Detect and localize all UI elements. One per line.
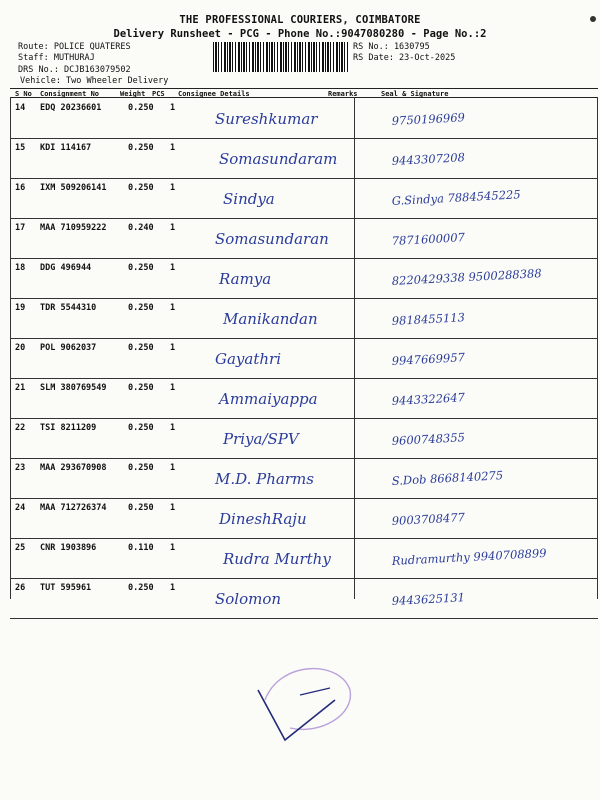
row-pcs: 1 [170, 183, 176, 193]
handwritten-signature-phone: 9750196969 [391, 110, 466, 128]
barcode [213, 42, 350, 72]
row-pcs: 1 [170, 263, 176, 273]
row-weight: 0.250 [128, 343, 154, 353]
handwritten-signature-phone: G.Sindya 7884545225 [391, 187, 521, 208]
row-sno: 24 [15, 503, 26, 513]
col-header-remarks: Remarks [328, 90, 358, 98]
row-consignment-no: MAA 293670908 [40, 463, 107, 473]
row-weight: 0.110 [128, 543, 154, 553]
handwritten-consignee-name: Rudra Murthy [223, 550, 331, 568]
row-weight: 0.250 [128, 103, 154, 113]
row-sno: 23 [15, 463, 26, 473]
document-title: THE PROFESSIONAL COURIERS, COIMBATORE [179, 14, 421, 26]
handwritten-consignee-name: Somasundaram [219, 150, 338, 168]
handwritten-consignee-name: Ramya [219, 270, 272, 288]
handwritten-signature-phone: 9818455113 [391, 310, 466, 328]
handwritten-signature-phone: S.Dob 8668140275 [391, 468, 504, 488]
row-sno: 20 [15, 343, 26, 353]
row-weight: 0.240 [128, 223, 154, 233]
row-consignment-no: IXM 509206141 [40, 183, 107, 193]
row-pcs: 1 [170, 503, 176, 513]
table-row [10, 578, 598, 619]
table-row [10, 418, 598, 459]
row-consignment-no: EDQ 20236601 [40, 103, 102, 113]
handwritten-signature-phone: 9003708477 [391, 510, 466, 528]
drs-number: DRS No.: DCJB163079502 [18, 65, 131, 75]
vehicle-label: Vehicle: Two Wheeler Delivery [20, 76, 169, 86]
handwritten-signature-phone: 9443625131 [391, 590, 466, 608]
handwritten-consignee-name: Ammaiyappa [219, 390, 318, 408]
handwritten-consignee-name: Sureshkumar [215, 110, 318, 128]
handwritten-consignee-name: Gayathri [215, 350, 281, 368]
staff-label: Staff: MUTHURAJ [18, 53, 95, 63]
row-weight: 0.250 [128, 503, 154, 513]
row-weight: 0.250 [128, 143, 154, 153]
row-consignment-no: SLM 380769549 [40, 383, 107, 393]
col-header-seal: Seal & Signature [381, 90, 449, 98]
row-consignment-no: CNR 1903896 [40, 543, 97, 553]
handwritten-consignee-name: Solomon [215, 590, 282, 608]
row-consignment-no: TDR 5544310 [40, 303, 97, 313]
route-label: Route: POLICE QUATERES [18, 42, 131, 52]
handwritten-consignee-name: M.D. Pharms [215, 470, 314, 488]
handwritten-signature-phone: 7871600007 [391, 230, 466, 248]
row-sno: 22 [15, 423, 26, 433]
row-weight: 0.250 [128, 383, 154, 393]
row-pcs: 1 [170, 143, 176, 153]
row-pcs: 1 [170, 463, 176, 473]
handwritten-consignee-name: Somasundaran [215, 230, 329, 248]
row-weight: 0.250 [128, 183, 154, 193]
row-weight: 0.250 [128, 423, 154, 433]
row-sno: 19 [15, 303, 26, 313]
rs-number: RS No.: 1630795 [353, 42, 430, 52]
handwritten-signature-phone: 9443322647 [391, 390, 466, 408]
table-row [10, 338, 598, 379]
row-consignment-no: MAA 710959222 [40, 223, 107, 233]
row-sno: 21 [15, 383, 26, 393]
col-header-consignment: Consignment No [40, 90, 100, 98]
courier-stamp-signature [258, 669, 350, 740]
col-header-sno: S No [15, 90, 32, 98]
row-sno: 14 [15, 103, 26, 113]
col-header-consignee: Consignee Details [178, 90, 250, 98]
table-row [10, 298, 598, 339]
row-consignment-no: MAA 712726374 [40, 503, 107, 513]
row-sno: 26 [15, 583, 26, 593]
row-weight: 0.250 [128, 303, 154, 313]
row-weight: 0.250 [128, 583, 154, 593]
header-top-rule [10, 88, 598, 89]
row-weight: 0.250 [128, 263, 154, 273]
row-sno: 15 [15, 143, 26, 153]
row-sno: 25 [15, 543, 26, 553]
handwritten-signature-phone: 9600748355 [391, 430, 466, 448]
handwritten-signature-phone: 8220429338 9500288388 [391, 266, 542, 288]
table-row [10, 138, 598, 179]
row-pcs: 1 [170, 343, 176, 353]
row-sno: 16 [15, 183, 26, 193]
handwritten-consignee-name: Sindya [223, 190, 275, 208]
row-sno: 17 [15, 223, 26, 233]
row-consignment-no: DDG 496944 [40, 263, 92, 273]
row-pcs: 1 [170, 543, 176, 553]
col-header-pcs: PCS [152, 90, 165, 98]
row-consignment-no: TSI 8211209 [40, 423, 97, 433]
table-row [10, 258, 598, 299]
table-row [10, 538, 598, 579]
handwritten-consignee-name: Priya/SPV [223, 430, 299, 448]
row-consignment-no: POL 9062037 [40, 343, 97, 353]
handwritten-signature-phone: 9947669957 [391, 350, 466, 368]
row-pcs: 1 [170, 103, 176, 113]
row-weight: 0.250 [128, 463, 154, 473]
row-pcs: 1 [170, 223, 176, 233]
handwritten-signature-phone: 9443307208 [391, 150, 466, 168]
row-consignment-no: KDI 114167 [40, 143, 92, 153]
handwritten-consignee-name: Manikandan [223, 310, 318, 328]
handwritten-consignee-name: DineshRaju [219, 510, 307, 528]
row-pcs: 1 [170, 423, 176, 433]
row-sno: 18 [15, 263, 26, 273]
col-header-weight: Weight [120, 90, 146, 98]
row-pcs: 1 [170, 303, 176, 313]
row-consignment-no: TUT 595961 [40, 583, 92, 593]
row-pcs: 1 [170, 383, 176, 393]
handwritten-signature-phone: Rudramurthy 9940708899 [391, 545, 547, 568]
row-pcs: 1 [170, 583, 176, 593]
rs-date: RS Date: 23-Oct-2025 [353, 53, 456, 63]
document-subtitle: Delivery Runsheet - PCG - Phone No.:9047080280 - Page No.:2 [113, 28, 487, 40]
